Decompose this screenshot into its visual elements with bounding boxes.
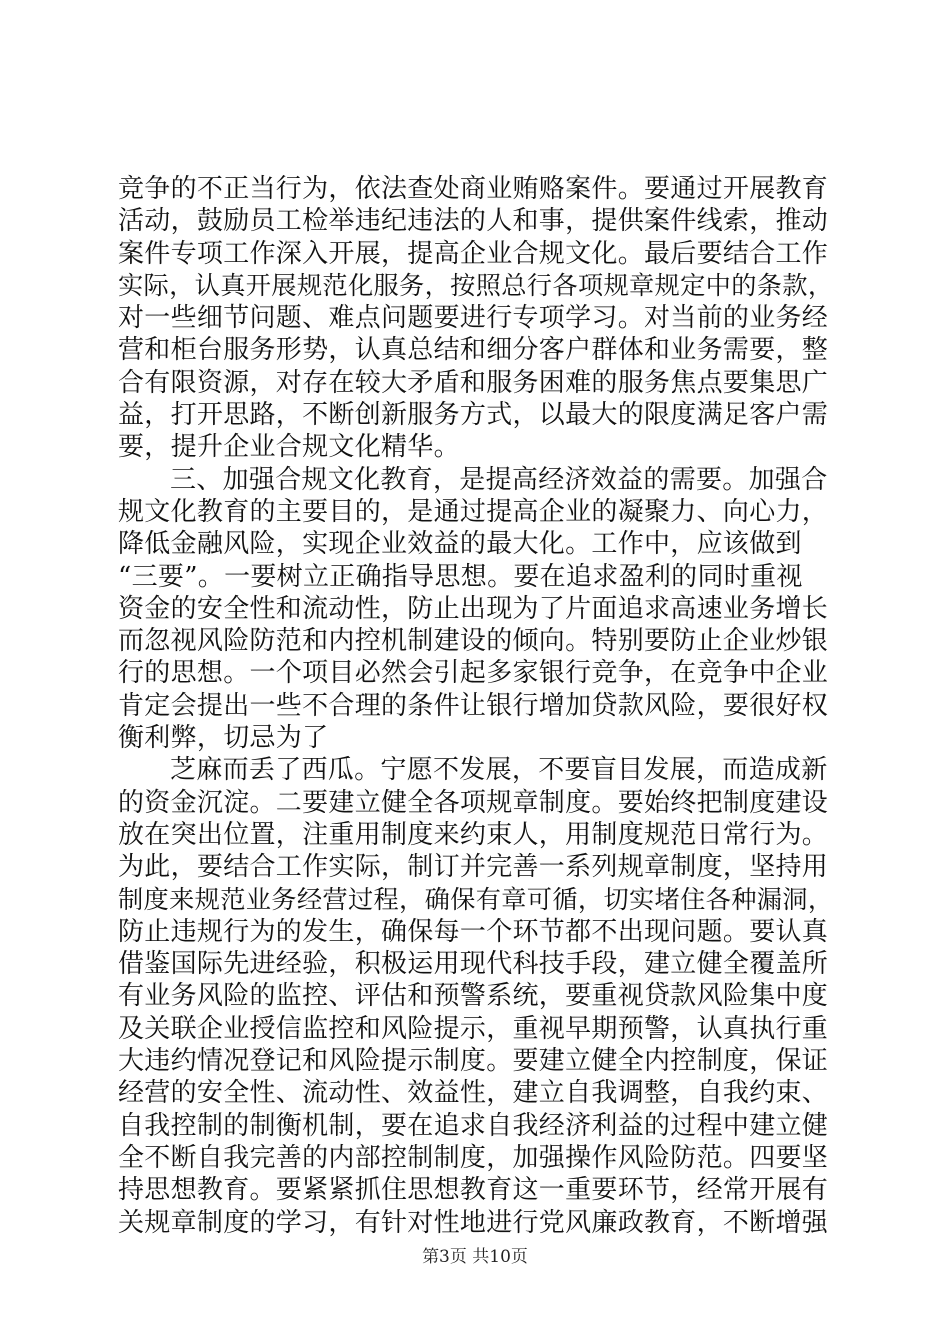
- text-line: 芝麻而丢了西瓜。宁愿不发展，不要盲目发展，而造成新: [170, 755, 828, 786]
- text-line: 制度来规范业务经营过程，确保有章可循，切实堵住各种漏洞，: [118, 884, 834, 914]
- text-line: 规文化教育的主要目的，是通过提高企业的凝聚力、向心力，: [118, 496, 829, 527]
- page-footer: 第3页 共10页: [422, 1247, 528, 1267]
- text-line: 的资金沉淀。二要建立健全各项规章制度。要始终把制度建设: [118, 787, 829, 818]
- text-line: 降低金融风险，实现企业效益的最大化。工作中，应该做到: [118, 529, 802, 560]
- body-text: [118, 173, 838, 1239]
- text-line: 行的思想。一个项目必然会引起多家银行竞争，在竞争中企业: [118, 658, 829, 689]
- text-line: 持思想教育。要紧紧抓住思想教育这一重要环节，经常开展有: [118, 1175, 829, 1206]
- text-line: 为此，要结合工作实际，制订并完善一系列规章制度，坚持用: [118, 852, 829, 883]
- text-line: 案件专项工作深入开展，提高企业合规文化。最后要结合工作: [118, 238, 829, 269]
- text-line: 肯定会提出一些不合理的条件让银行增加贷款风险，要很好权: [118, 690, 829, 721]
- text-line: 有业务风险的监控、评估和预警系统，要重视贷款风险集中度: [118, 981, 829, 1012]
- text-line: 而忽视风险防范和内控机制建设的倾向。特别要防止企业炒银: [118, 626, 829, 657]
- text-line: 经营的安全性、流动性、效益性，建立自我调整，自我约束、: [118, 1078, 829, 1109]
- text-line: 益，打开思路，不断创新服务方式，以最大的限度满足客户需: [118, 400, 829, 431]
- text-line: 对一些细节问题、难点问题要进行专项学习。对当前的业务经: [118, 303, 829, 334]
- text-line: 竞争的不正当行为，依法查处商业贿赂案件。要通过开展教育: [118, 174, 829, 204]
- text-line: 全不断自我完善的内部控制制度，加强操作风险防范。四要坚: [118, 1142, 829, 1173]
- text-line: 防止违规行为的发生，确保每一个环节都不出现问题。要认真: [118, 916, 829, 947]
- text-line: 要，提升企业合规文化精华。: [118, 432, 460, 463]
- text-line: “三要”。一要树立正确指导思想。要在追求盈利的同时重视: [118, 561, 803, 592]
- text-line: 自我控制的制衡机制，要在追求自我经济利益的过程中建立健: [118, 1110, 829, 1141]
- text-line: 营和柜台服务形势，认真总结和细分客户群体和业务需要，整: [118, 335, 829, 366]
- text-line: 放在突出位置，注重用制度来约束人，用制度规范日常行为。: [118, 819, 829, 850]
- text-line: 大违约情况登记和风险提示制度。要建立健全内控制度，保证: [118, 1046, 829, 1077]
- text-line: 借鉴国际先进经验，积极运用现代科技手段，建立健全覆盖所: [118, 949, 829, 980]
- text-line: 关规章制度的学习，有针对性地进行党风廉政教育，不断增强: [118, 1207, 829, 1238]
- text-line: 三、加强合规文化教育，是提高经济效益的需要。加强合: [170, 464, 828, 495]
- text-line: 合有限资源，对存在较大矛盾和服务困难的服务焦点要集思广: [118, 367, 829, 398]
- text-line: 活动，鼓励员工检举违纪违法的人和事，提供案件线索，推动: [118, 206, 829, 237]
- text-line: 及关联企业授信监控和风险提示，重视早期预警，认真执行重: [118, 1013, 829, 1044]
- text-line: 实际，认真开展规范化服务，按照总行各项规章规定中的条款，: [118, 270, 834, 300]
- text-line: 衡利弊，切忌为了: [118, 723, 329, 754]
- text-line: 资金的安全性和流动性，防止出现为了片面追求高速业务增长: [118, 593, 829, 624]
